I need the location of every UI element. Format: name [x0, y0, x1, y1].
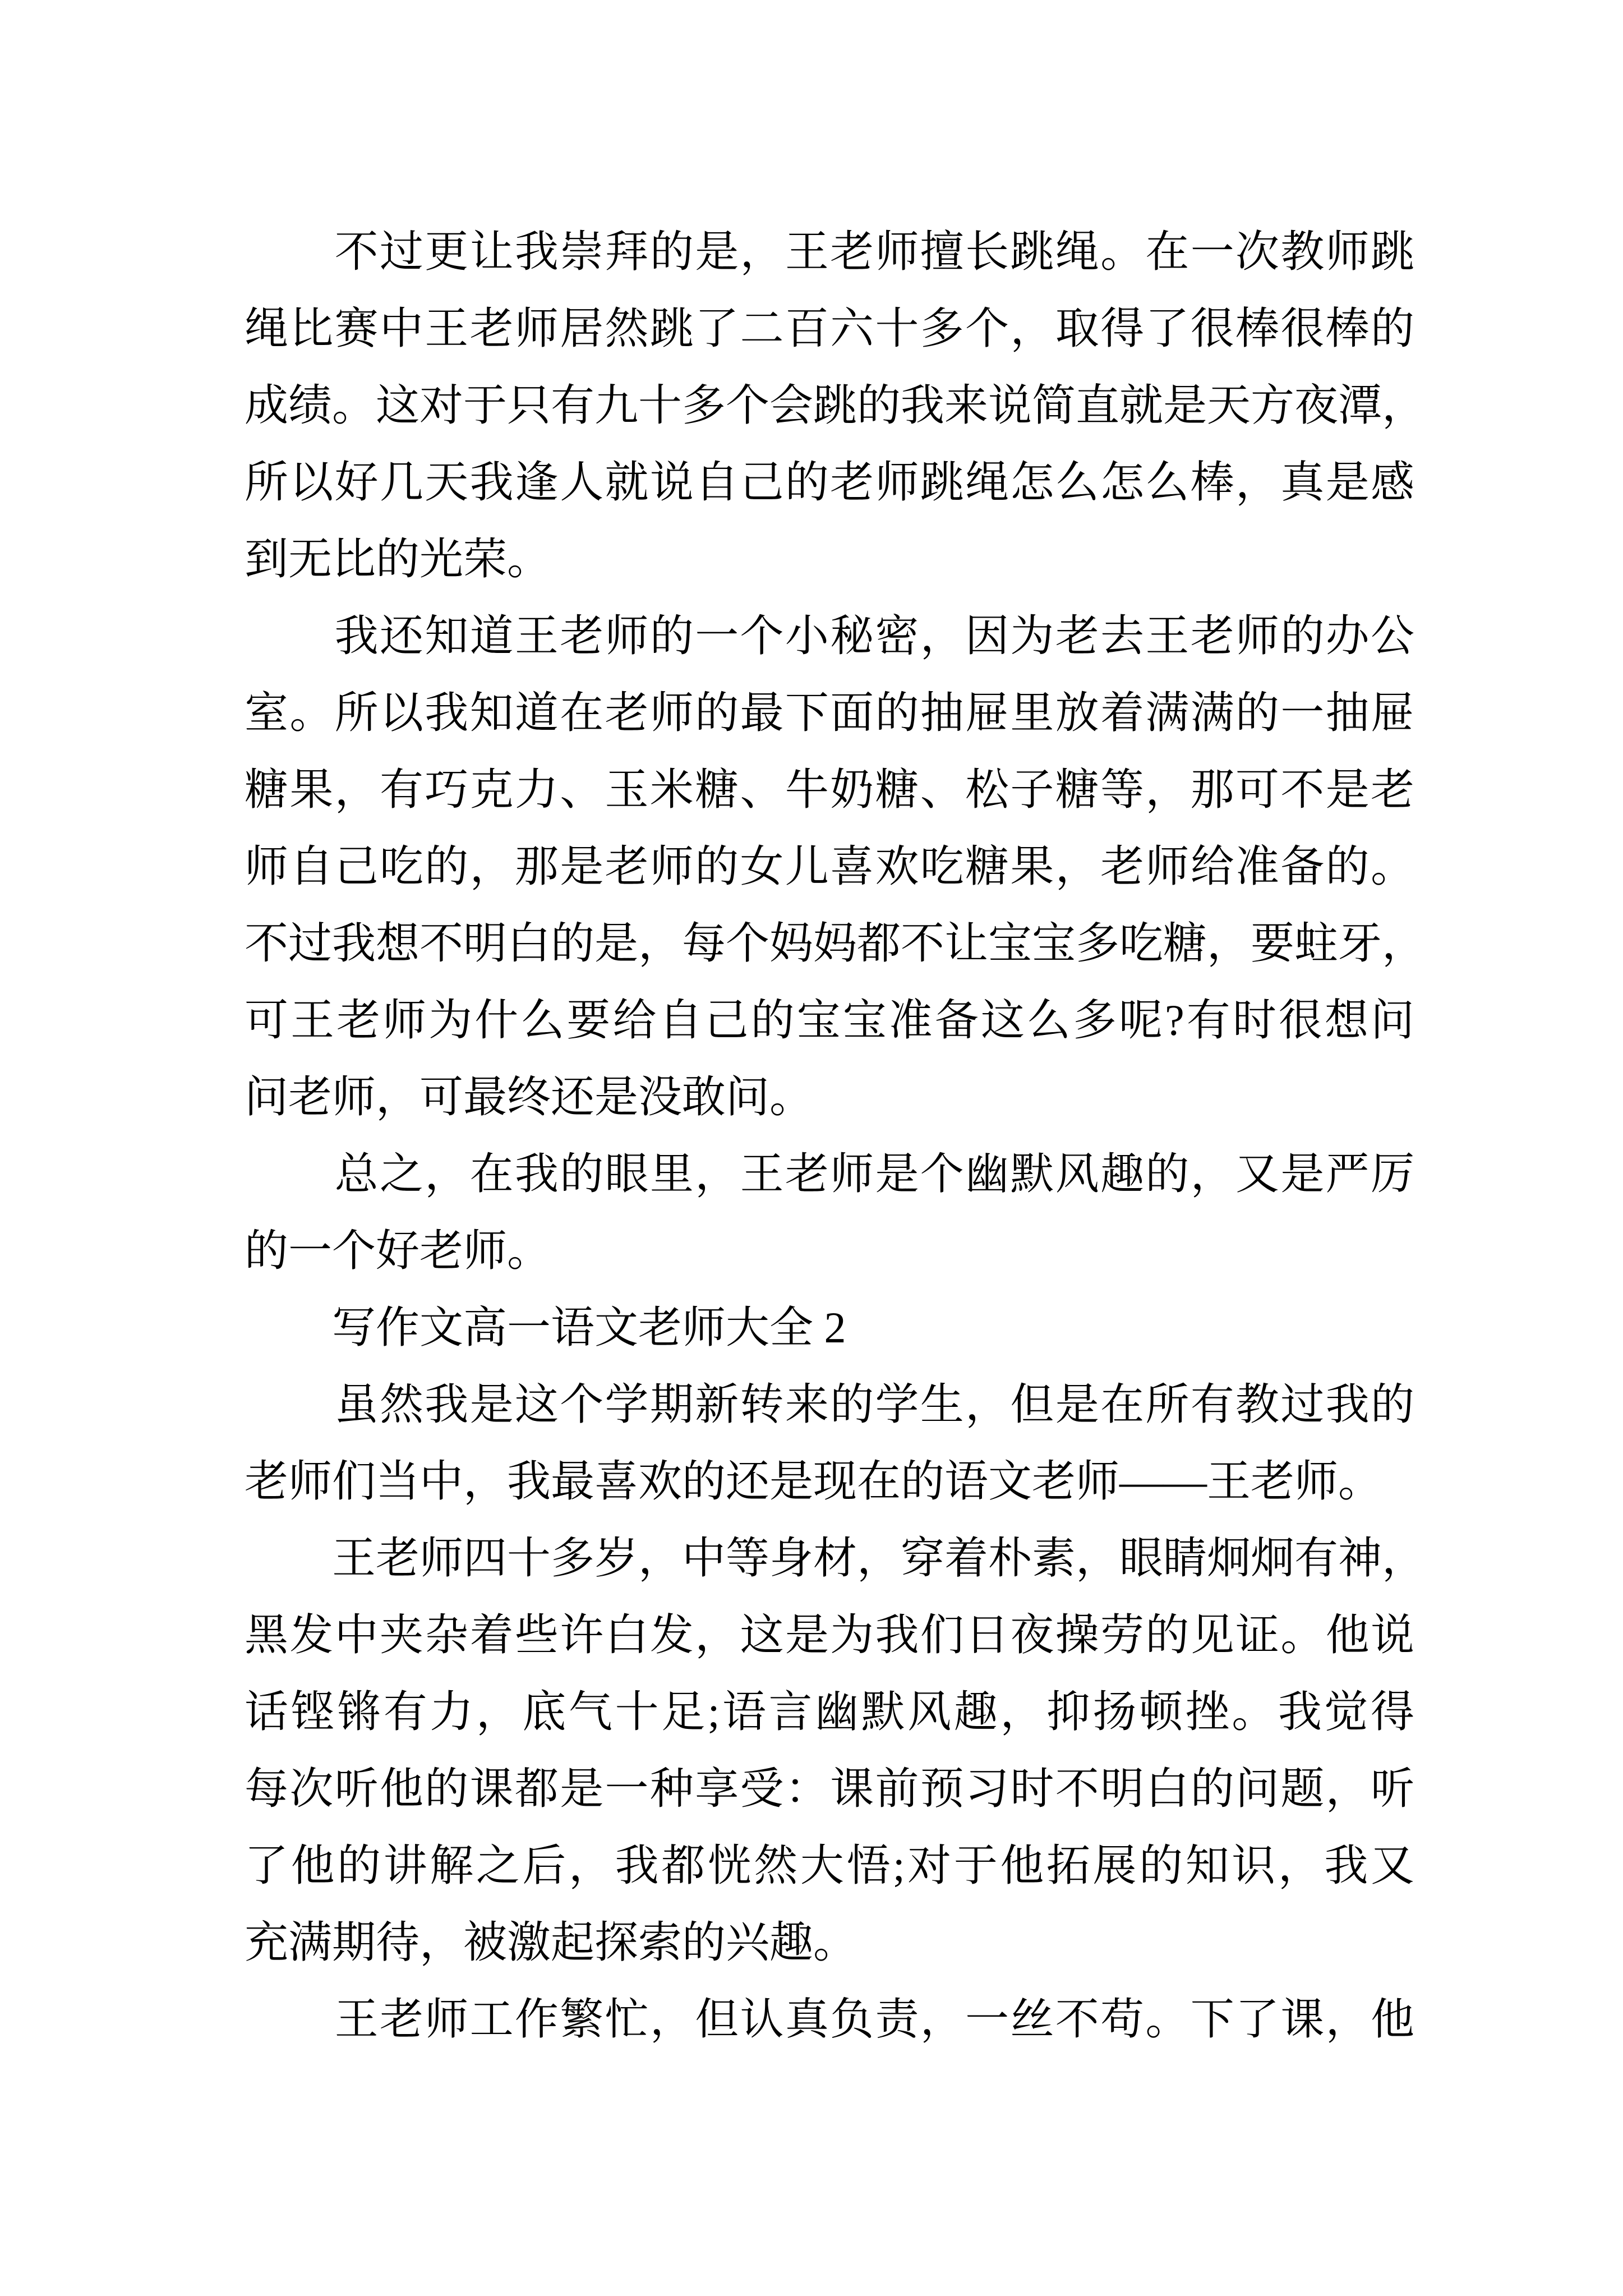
text-line: 每次听他的课都是一种享受：课前预习时不明白的问题，听	[245, 1764, 1414, 1813]
text-line: 老师们当中，我最喜欢的还是现在的语文老师——王老师。	[245, 1457, 1382, 1506]
text-line: 师自己吃的，那是老师的女儿喜欢吃糖果，老师给准备的。	[245, 842, 1414, 891]
text-line: 可王老师为什么要给自己的宝宝准备这么多呢?有时很想问	[245, 996, 1414, 1045]
text-line: 我还知道王老师的一个小秘密，因为老去王老师的办公	[245, 611, 1414, 660]
text-line: 黑发中夹杂着些许白发，这是为我们日夜操劳的见证。他说	[245, 1611, 1414, 1659]
text-line: 绳比赛中王老师居然跳了二百六十多个，取得了很棒很棒的	[245, 304, 1414, 353]
text-line: 不过更让我崇拜的是，王老师擅长跳绳。在一次教师跳	[245, 227, 1414, 276]
text-line: 室。所以我知道在老师的最下面的抽屉里放着满满的一抽屉	[245, 688, 1414, 737]
text-line: 充满期待，被激起探索的兴趣。	[245, 1918, 857, 1967]
text-line: 虽然我是这个学期新转来的学生，但是在所有教过我的	[245, 1380, 1414, 1429]
text-line: 话铿锵有力，底气十足;语言幽默风趣，抑扬顿挫。我觉得	[245, 1687, 1414, 1736]
text-line: 糖果，有巧克力、玉米糖、牛奶糖、松子糖等，那可不是老	[245, 765, 1414, 814]
text-line: 所以好几天我逢人就说自己的老师跳绳怎么怎么棒，真是感	[245, 458, 1414, 507]
text-line: 问老师，可最终还是没敢问。	[245, 1073, 814, 1121]
text-line: 了他的讲解之后，我都恍然大悟;对于他拓展的知识，我又	[245, 1841, 1414, 1890]
section-heading-line: 写作文高一语文老师大全 2	[245, 1303, 846, 1352]
text-line: 王老师工作繁忙，但认真负责，一丝不苟。下了课，他	[245, 1995, 1414, 2044]
text-line: 总之，在我的眼里，王老师是个幽默风趣的，又是严厉	[245, 1149, 1414, 1198]
essay-text-block	[245, 213, 1426, 2058]
text-line: 的一个好老师。	[245, 1226, 551, 1275]
text-line: 到无比的光荣。	[245, 535, 551, 583]
text-line: 成绩。这对于只有九十多个会跳的我来说简直就是天方夜潭，	[245, 381, 1426, 430]
text-line: 不过我想不明白的是，每个妈妈都不让宝宝多吃糖，要蛀牙，	[245, 919, 1426, 968]
text-line: 王老师四十多岁，中等身材，穿着朴素，眼睛炯炯有神，	[245, 1534, 1426, 1582]
